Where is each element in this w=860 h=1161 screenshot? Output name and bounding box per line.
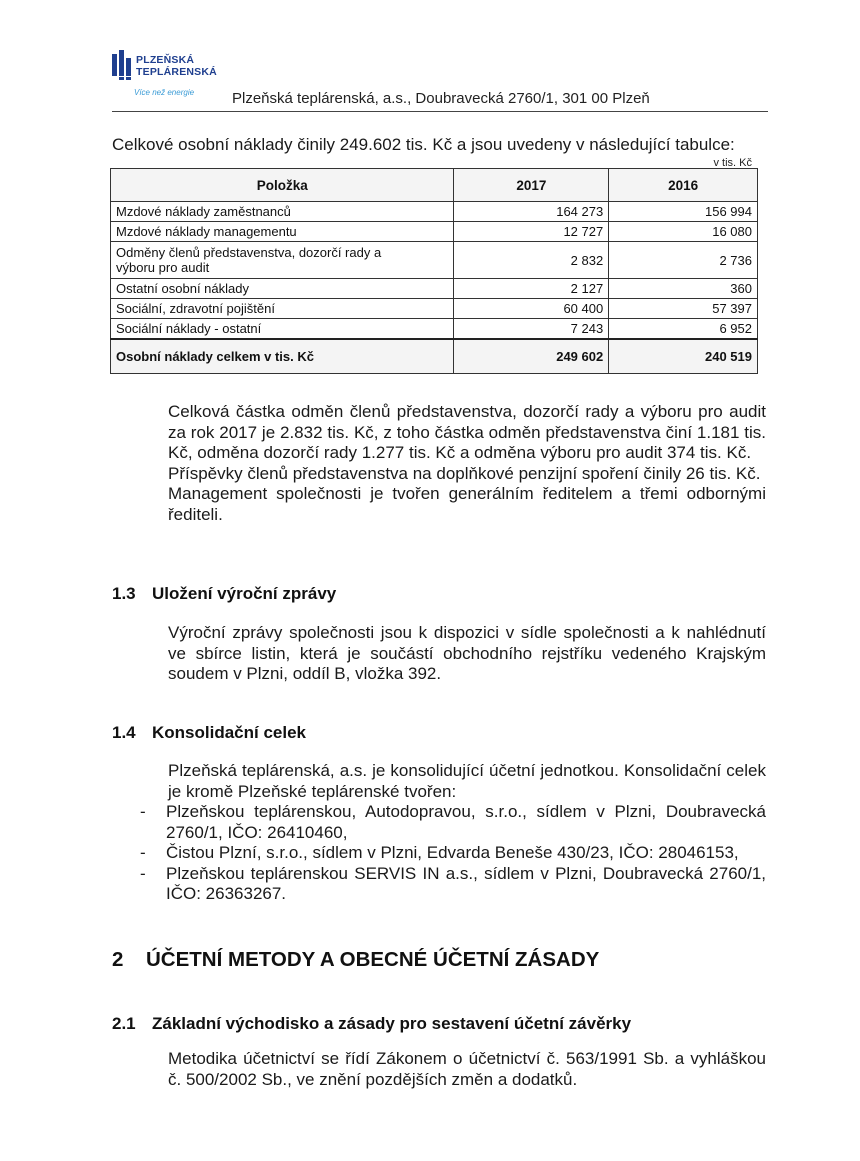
row-value-2017: 164 273 bbox=[454, 202, 609, 222]
list-item: - Plzeňskou teplárenskou SERVIS IN a.s., sídlem v Plzni, Doubravecká 2760/1, IČO: 26363267. bbox=[140, 863, 766, 903]
company-logo bbox=[112, 50, 242, 110]
section-1-4-text: Plzeňská teplárenská, a.s. je konsolidující účetní jednotkou. Konsolidační celek je kromě Plzeňské teplárenské tvořen: bbox=[168, 761, 766, 801]
section-1-4-heading bbox=[112, 723, 306, 743]
section-title: Konsolidační celek bbox=[152, 723, 306, 742]
list-item-text: Čistou Plzní, s.r.o., sídlem v Plzni, Edvarda Beneše 430/23, IČO: 28046153, bbox=[166, 843, 739, 862]
section-1-3-text: Výroční zprávy společnosti jsou k dispozici v sídle společnosti a k nahlédnutí ve sbírce listin, která je součástí obchodního rejstříku vedeného Krajským soudem v Plzni, oddíl B, vložka 392. bbox=[168, 623, 766, 683]
row-item-line2: výboru pro audit bbox=[116, 260, 210, 275]
header-item: Položka bbox=[111, 169, 454, 202]
section-number: 1.4 bbox=[112, 723, 136, 742]
table-total-row bbox=[111, 339, 758, 374]
header-2017: 2017 bbox=[454, 169, 609, 202]
total-item: Osobní náklady celkem v tis. Kč bbox=[111, 339, 454, 374]
row-value-2016: 156 994 bbox=[609, 202, 758, 222]
list-item-text: Plzeňskou teplárenskou, Autodopravou, s.r.o., sídlem v Plzni, Doubravecká 2760/1, IČO: 26410460, bbox=[166, 802, 766, 842]
table-row bbox=[111, 299, 758, 319]
table-row bbox=[111, 202, 758, 222]
row-item-line1: Odměny členů představenstva, dozorčí rady a bbox=[116, 245, 382, 260]
list-item-text: Plzeňskou teplárenskou SERVIS IN a.s., sídlem v Plzni, Doubravecká 2760/1, IČO: 26363267. bbox=[166, 863, 766, 903]
row-item: Mzdové náklady zaměstnanců bbox=[111, 202, 454, 222]
total-value-2016: 240 519 bbox=[609, 339, 758, 374]
section-title: Základní východisko a zásady pro sestavení účetní závěrky bbox=[152, 1014, 632, 1033]
row-value-2017: 7 243 bbox=[454, 319, 609, 340]
row-value-2016: 6 952 bbox=[609, 319, 758, 340]
row-item: Sociální náklady - ostatní bbox=[111, 319, 454, 340]
personnel-costs-table bbox=[110, 168, 758, 374]
header-2016: 2016 bbox=[609, 169, 758, 202]
section-2-1-body bbox=[112, 1049, 766, 1090]
row-value-2017: 12 727 bbox=[454, 222, 609, 242]
header-address: Plzeňská teplárenská, a.s., Doubravecká 2760/1, 301 00 Plzeň bbox=[232, 90, 650, 107]
logo-name-line2: TEPLÁRENSKÁ bbox=[136, 66, 217, 78]
row-value-2017: 60 400 bbox=[454, 299, 609, 319]
list-item: - Plzeňskou teplárenskou, Autodopravou, s.r.o., sídlem v Plzni, Doubravecká 2760/1, IČO: 26410460, bbox=[140, 802, 766, 842]
section-1-4-body bbox=[112, 761, 766, 905]
row-value-2016: 2 736 bbox=[609, 242, 758, 279]
logo-tagline: Více než energie bbox=[134, 88, 195, 97]
section-1-3-body bbox=[112, 623, 766, 685]
section-number: 1.3 bbox=[112, 584, 136, 603]
row-value-2016: 16 080 bbox=[609, 222, 758, 242]
row-value-2016: 360 bbox=[609, 279, 758, 299]
row-value-2017: 2 832 bbox=[454, 242, 609, 279]
section-number: 2.1 bbox=[112, 1014, 136, 1033]
rewards-paragraph: Celková částka odměn členů představenstva, dozorčí rady a výboru pro audit za rok 2017 je 2.832 tis. Kč, z toho částka odměn představenstva činí 1.181 tis. Kč, odměna dozorčí rady 1.277 tis. Kč a odměna výboru pro audit 374 tis. Kč. bbox=[168, 402, 766, 462]
row-value-2016: 57 397 bbox=[609, 299, 758, 319]
section-2-1-heading bbox=[112, 1014, 631, 1034]
table-row bbox=[111, 222, 758, 242]
section-1-3-heading bbox=[112, 584, 336, 604]
list-item: - Čistou Plzní, s.r.o., sídlem v Plzni, Edvarda Beneše 430/23, IČO: 28046153, bbox=[140, 843, 739, 862]
section-title: Uložení výroční zprávy bbox=[152, 584, 337, 603]
table-row bbox=[111, 279, 758, 299]
row-item bbox=[111, 242, 454, 279]
table-row bbox=[111, 242, 758, 279]
row-value-2017: 2 127 bbox=[454, 279, 609, 299]
pension-paragraph: Příspěvky členů představenstva na doplňkové penzijní spoření činily 26 tis. Kč. bbox=[168, 463, 761, 483]
consolidation-list bbox=[112, 802, 766, 905]
table-unit-label: v tis. Kč bbox=[713, 157, 752, 169]
management-paragraph: Management společnosti je tvořen generálním ředitelem a třemi odbornými řediteli. bbox=[168, 484, 766, 524]
section-2-1-text: Metodika účetnictví se řídí Zákonem o účetnictví č. 563/1991 Sb. a vyhláškou č. 500/2002 Sb., ve znění pozdějších změn a dodatků. bbox=[168, 1049, 766, 1089]
logo-mark-icon bbox=[112, 50, 134, 80]
row-item: Ostatní osobní náklady bbox=[111, 279, 454, 299]
intro-text: Celkové osobní náklady činily 249.602 tis. Kč a jsou uvedeny v následující tabulce: bbox=[112, 135, 735, 154]
row-item: Mzdové náklady managementu bbox=[111, 222, 454, 242]
rewards-paragraphs bbox=[112, 402, 766, 525]
table-row bbox=[111, 319, 758, 340]
section-title: ÚČETNÍ METODY A OBECNÉ ÚČETNÍ ZÁSADY bbox=[146, 948, 600, 971]
table-header-row bbox=[111, 169, 758, 202]
total-value-2017: 249 602 bbox=[454, 339, 609, 374]
logo-name-line1: PLZEŇSKÁ bbox=[136, 54, 195, 66]
row-item: Sociální, zdravotní pojištění bbox=[111, 299, 454, 319]
section-number: 2 bbox=[112, 948, 124, 971]
header-divider bbox=[112, 111, 768, 112]
section-2-heading bbox=[112, 948, 599, 972]
